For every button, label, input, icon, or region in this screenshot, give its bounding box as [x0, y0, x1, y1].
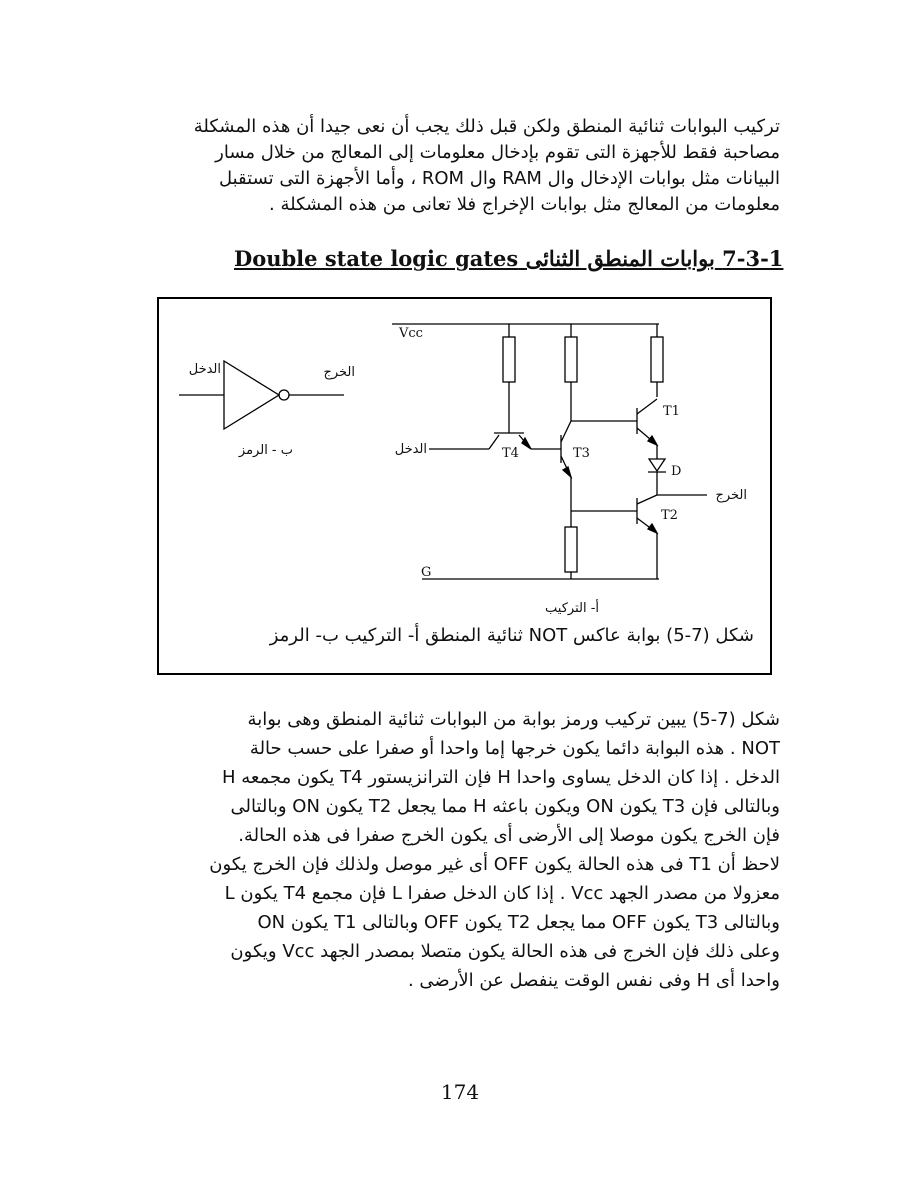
- heading-english: Double state logic gates: [234, 246, 519, 271]
- not-gate-symbol: [224, 361, 279, 429]
- body-line: معزولا من مصدر الجهد Vcc . إذا كان الدخل صفرا L فإن مجمع T4 يكون L: [224, 883, 780, 904]
- body-line: NOT . هذه البوابة دائما يكون خرجها إما واحدا أو صفرا على حسب حالة: [249, 738, 780, 759]
- heading-arabic: بوابات المنطق الثنائى: [525, 246, 715, 271]
- symbol-output-label: الخرج: [323, 365, 355, 380]
- t3-label: T3: [573, 446, 590, 461]
- resistor-r4: [651, 337, 663, 382]
- body-line: لاحظ أن T1 فى هذه الحالة يكون OFF أى غير موصل ولذلك فإن الخرج يكون: [209, 854, 780, 875]
- diode-d: [649, 459, 665, 471]
- t4-label: T4: [502, 446, 519, 461]
- t1-label: T1: [663, 404, 680, 419]
- symbol-input-label: الدخل: [188, 362, 221, 377]
- intro-paragraph: [130, 114, 780, 218]
- vcc-label: Vcc: [399, 326, 423, 341]
- output-label: الخرج: [715, 488, 747, 503]
- heading-number: 7-3-1: [722, 246, 784, 271]
- body-line: شكل (7-5) يبين تركيب ورمز بوابة من البوابات ثنائية المنطق وهى بوابة: [247, 709, 780, 730]
- input-label: الدخل: [394, 442, 427, 457]
- symbol-caption: ب - الرمز: [238, 443, 293, 458]
- body-line: واحدا أى H وفى نفس الوقت ينفصل عن الأرضى .: [407, 970, 780, 991]
- body-line: فإن الخرج يكون موصلا إلى الأرضى أى يكون الخرج صفرا فى هذه الحالة.: [238, 825, 780, 846]
- body-paragraph: [130, 705, 780, 995]
- body-line: وعلى ذلك فإن الخرج فى هذه الحالة يكون متصلا بمصدر الجهد Vcc ويكون: [230, 941, 780, 962]
- figure-box: [157, 297, 772, 675]
- diode-label: D: [671, 464, 682, 479]
- intro-line: تركيب البوابات ثنائية المنطق ولكن قبل ذلك يجب أن نعى جيدا أن هذه المشكلة: [193, 116, 780, 137]
- body-line: الدخل . إذا كان الدخل يساوى واحدا H فإن الترانزيستور T4 يكون مجمعه H: [221, 767, 780, 788]
- section-heading: [234, 246, 784, 271]
- ground-label: G: [421, 565, 432, 580]
- structure-caption: أ- التركيب: [545, 601, 599, 616]
- intro-line: معلومات من المعالج مثل بوابات الإخراج فلا تعانى من هذه المشكلة .: [269, 194, 780, 215]
- figure-caption: شكل (7-5) بوابة عاكس NOT ثنائية المنطق أ- التركيب ب- الرمز: [269, 625, 754, 646]
- resistor-r2: [565, 337, 577, 382]
- intro-line: البيانات مثل بوابات الإدخال وال RAM وال ROM ، وأما الأجهزة التى تستقبل: [218, 168, 780, 189]
- body-line: وبالتالى فإن T3 يكون ON ويكون باعثه H مما يجعل T2 يكون ON وبالتالى: [230, 796, 780, 817]
- intro-line: مصاحبة فقط للأجهزة التى تقوم بإدخال معلومات إلى المعالج من خلال مسار: [215, 142, 780, 163]
- circuit-diagram: [159, 299, 770, 673]
- t2-label: T2: [661, 508, 678, 523]
- not-gate-bubble: [279, 390, 289, 400]
- page-number: 174: [440, 1080, 480, 1104]
- body-line: وبالتالى T3 يكون OFF مما يجعل T2 يكون OFF وبالتالى T1 يكون ON: [257, 912, 780, 933]
- resistor-r1: [503, 337, 515, 382]
- resistor-r3: [565, 527, 577, 572]
